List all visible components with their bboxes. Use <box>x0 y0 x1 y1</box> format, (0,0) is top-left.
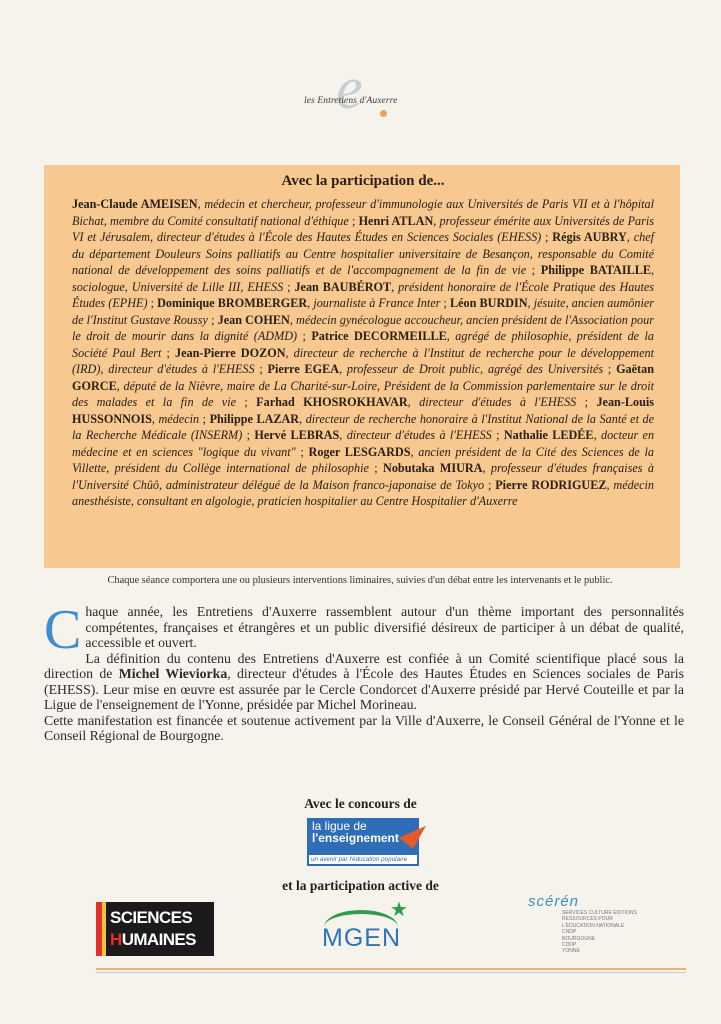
sceren-lines <box>562 910 637 955</box>
sceren-line: CDDP <box>562 942 577 949</box>
sceren-line: CNDP <box>562 929 577 936</box>
participant-description: directeur de recherche à l'Institut de recherche pour le développement (IRD), directeur d'études à l'EHESS <box>72 345 654 376</box>
sh-yellow-stripe <box>102 902 106 956</box>
participant-name: Nobutaka MIURA <box>383 461 483 475</box>
logo-e-glyph: e <box>336 55 363 121</box>
participant-description: professeur émérite aux Universités de Paris VI et Jérusalem, directeur d'études à l'École des Hautes Études en Sciences Sociales (EHESS) <box>72 213 655 244</box>
intro-paragraph-2 <box>44 651 684 713</box>
participant-name: Jean-Pierre DOZON <box>175 345 286 360</box>
participant-description: député de la Nièvre, maire de La Charité-sur-Loire, Président de la Commission parlementaire sur le droit des malades et la fin de vie <box>72 378 654 409</box>
logo-text: les Entretiens d'Auxerre <box>304 96 398 106</box>
participant-description: ancien président de la Cité des Sciences de la Villette, président du Collège international de philosophie <box>72 444 654 475</box>
participant-description: professeur de Droit public, agrégé des Universités <box>346 362 604 376</box>
intro-p2-before: La définition du contenu des Entretiens d'Auxerre est confiée à un Comité scientifique placé sous la direction de <box>44 650 684 681</box>
participant-description: professeur d'études françaises à l'Université Chûô, administrateur délégué de la Maison franco-japonaise de Tokyo <box>72 461 654 492</box>
participant-name: Jean-Louis HUSSONNOIS <box>72 395 655 426</box>
sceren-line: L'ÉDUCATION NATIONALE <box>562 922 625 929</box>
participant-description: directeur d'études à l'EHESS <box>419 395 577 409</box>
participant-description: journaliste à France Inter <box>313 296 441 310</box>
sh-line1-cap: S <box>110 908 121 927</box>
participant-description: directeur de recherche honoraire à l'Institut National de la Santé et de la Recherche Médicale (INSERM) <box>72 411 654 442</box>
entretiens-auxerre-logo <box>300 55 440 128</box>
participants-list: Jean-Claude AMEISEN, médecin et chercheur, professeur d'immunologie aux Universités de Paris VII et à l'hôpital Bichat, membre du Comité consultatif national d'éthique ; Henri ATLAN, professeur émérite aux Universités de Paris VI et Jérusalem, directeur d'études à l'École des Hautes Études en Sciences Sociales (EHESS) ; Régis AUBRY, chef du département Douleurs Soins palliatifs au Centre hospitalier universitaire de Besançon, responsable du Comité national de développement des soins palliatifs et de l'accompagnement de la fin de vie ; Philippe BATAILLE, sociologue, Université de Lille III, EHESS ; Jean BAUBÉROT, président honoraire de l'École Pratique des Hautes Études (EPHE) ; Dominique BROMBERGER, journaliste à France Inter ; Léon BURDIN, jésuite, ancien aumônier de l'Institut Gustave Roussy ; Jean COHEN, médecin gynécologue accoucheur, ancien président de l'Association pour le droit de mourir dans la dignité (ADMD) ; Patrice DECORMEILLE, agrégé de philosophie, président de la Société Paul Bert ; Jean-Pierre DOZON, directeur de recherche à l'Institut de recherche pour le développement (IRD), directeur d'études à l'EHESS ; Pierre EGEA, professeur de Droit public, agrégé des Universités ; Gaëtan GORCE, député de la Nièvre, maire de La Charité-sur-Loire, Président de la Commission parlementaire sur le droit des malades et la fin de vie ; Farhad KHOSROKHAVAR, directeur d'études à l'EHESS ; Jean-Louis HUSSONNOIS, médecin ; Philippe LAZAR, directeur de recherche honoraire à l'Institut National de la Santé et de la Recherche Médicale (INSERM) ; Hervé LEBRAS, directeur d'études à l'EHESS ; Nathalie LEDÉE, docteur en médecine et en sciences "logique du vivant" ; Roger LESGARDS, ancien président de la Cité des Sciences de la Villette, président du Collège international de philosophie ; Nobutaka MIURA, professeur d'études françaises à l'Université Chûô, administrateur délégué de la Maison franco-japonaise de Tokyo ; Pierre RODRIGUEZ, médecin anesthésiste, consultant en algologie, praticien hospitalier au Centre Hospitalier d'Auxerre <box>72 197 655 508</box>
participant-description: docteur en médecine et en sciences "logique du vivant" <box>72 428 655 459</box>
participant-name: Léon BURDIN <box>450 296 528 310</box>
bottom-rule-grey <box>96 972 686 973</box>
participant-description: médecin gynécologue accoucheur, ancien président de l'Association pour le droit de mourir dans la dignité (ADMD) <box>72 312 654 343</box>
participant-description: médecin <box>158 411 200 426</box>
participant-name: Jean COHEN <box>217 312 290 327</box>
mgen-text: MGEN <box>322 924 401 952</box>
bottom-rule-orange <box>96 968 686 970</box>
participant-description: agrégé de philosophie, président de la Société Paul Bert <box>72 329 655 360</box>
intro-p1-text: haque année, les Entretiens d'Auxerre rassemblent autour d'un thème important des personnalités compétentes, françaises et étrangères et un public diversifié désireux de participer à un débat de qualité, accessible et ouvert. <box>85 604 684 650</box>
drop-cap: C <box>44 599 82 661</box>
participant-name: Hervé LEBRAS <box>254 428 340 442</box>
participant-name: Pierre RODRIGUEZ <box>495 477 607 492</box>
sh-line2-cap: H <box>110 930 122 949</box>
sh-line2 <box>110 930 196 950</box>
sh-line1-rest: CIENCES <box>120 908 193 927</box>
participant-name: Roger LESGARDS <box>308 444 411 459</box>
director-name: Michel Wieviorka <box>118 666 228 681</box>
participant-name: Patrice DECORMEILLE <box>311 329 447 343</box>
participant-name: Farhad KHOSROKHAVAR <box>256 395 408 409</box>
ligue-line1: la ligue de <box>312 819 367 833</box>
participant-name: Philippe BATAILLE <box>540 263 651 277</box>
participant-description: directeur d'études à l'EHESS <box>346 428 492 442</box>
mgen-logo <box>318 900 410 964</box>
participant-description: médecin et chercheur, professeur d'immunologie aux Universités de Paris VII et à l'hôpital Bichat, membre du Comité consultatif national d'éthique <box>72 197 655 228</box>
mgen-star-icon: ★ <box>390 899 408 921</box>
sciences-humaines-logo <box>96 902 214 956</box>
intro-paragraph-1 <box>44 599 684 661</box>
participant-description: président honoraire de l'École Pratique des Hautes Études (EPHE) <box>72 279 655 310</box>
sceren-mark: scérén <box>528 893 580 910</box>
participant-name: Philippe LAZAR <box>209 411 300 426</box>
participant-name: Jean BAUBÉROT <box>294 279 392 294</box>
participants-title: Avec la participation de... <box>281 173 445 189</box>
participant-name: Henri ATLAN <box>358 213 434 228</box>
participant-name: Gaëtan GORCE <box>72 362 654 393</box>
intro-text <box>44 599 684 744</box>
sh-line1 <box>110 908 192 928</box>
intro-paragraph-3: Cette manifestation est financée et soutenue activement par la Ville d'Auxerre, le Conseil Général de l'Yonne et le Conseil Régional de Bourgogne. <box>44 712 684 743</box>
participant-name: Régis AUBRY <box>552 230 627 244</box>
participant-description: chef du département Douleurs Soins palliatifs au Centre hospitalier universitaire de Besançon, responsable du Comité national de développement des soins palliatifs et de l'accompagnement de la fin de vie <box>72 230 654 277</box>
sceren-line: BOURGOGNE <box>562 935 596 942</box>
participant-name: Pierre EGEA <box>267 362 340 376</box>
participant-name: Nathalie LEDÉE <box>503 428 594 442</box>
sh-line2-rest: UMAINES <box>121 930 196 949</box>
intro-p2-after: , directeur d'études à l'École des Hautes Études en Sciences sociales de Paris (EHESS). Leur mise en œuvre est assurée par le Cercle Condorcet d'Auxerre présidé par Hervé Couteille et par la Ligue de l'enseignement de l'Yonne, présidée par Michel Morineau. <box>44 666 684 712</box>
sceren-logo <box>528 893 668 963</box>
ligue-enseignement-logo <box>307 818 419 866</box>
sceren-line: RESSOURCES POUR <box>562 916 613 923</box>
participant-name: Jean-Claude AMEISEN <box>72 197 198 211</box>
participant-description: jésuite, ancien aumônier de l'Institut Gustave Roussy <box>72 296 655 327</box>
session-caption: Chaque séance comportera une ou plusieurs interventions liminaires, suivies d'un débat entre les intervenants et le public. <box>107 575 613 586</box>
participant-description: sociologue, Université de Lille III, EHESS <box>72 279 284 294</box>
participant-name: Dominique BROMBERGER <box>157 296 308 310</box>
participation-label: et la participation active de <box>282 878 439 893</box>
sceren-line: YONNE <box>562 948 580 955</box>
ligue-tagline: un avenir par l'éducation populaire <box>309 855 417 864</box>
concours-label: Avec le concours de <box>304 796 417 811</box>
logo-dot-icon <box>380 110 387 117</box>
participant-description: médecin anesthésiste, consultant en algologie, praticien hospitalier au Centre Hospitalier d'Auxerre <box>72 477 654 508</box>
sceren-line: SERVICES CULTURE ÉDITIONS <box>562 910 637 916</box>
ligue-line2: l'enseignement <box>312 831 399 845</box>
participants-box <box>44 165 680 568</box>
